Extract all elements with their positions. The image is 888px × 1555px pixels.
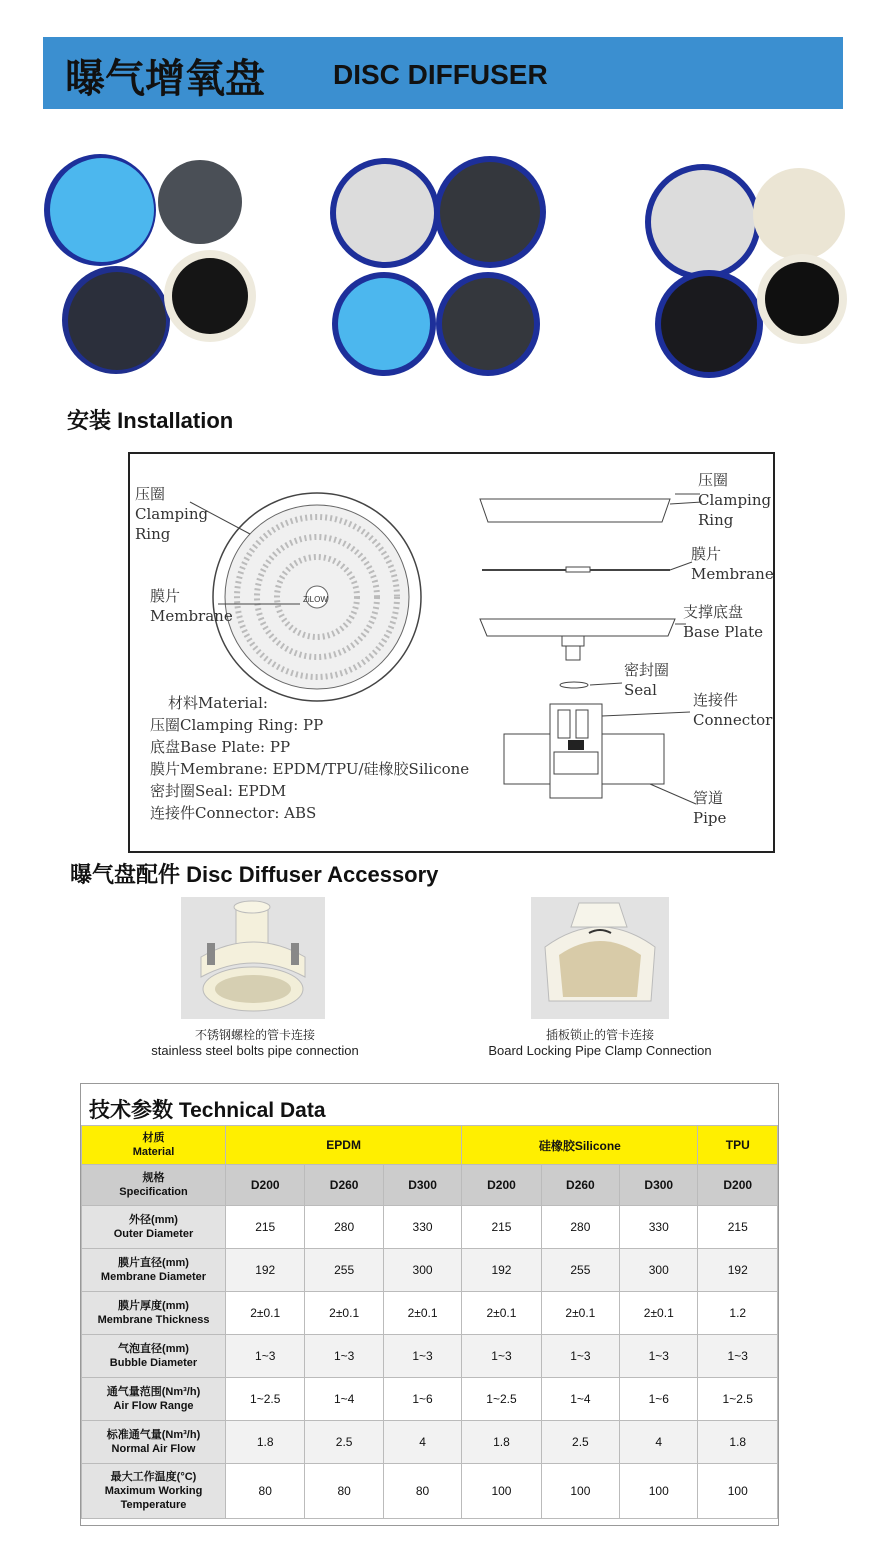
label-en: Membrane Thickness: [97, 1314, 210, 1326]
materials-line: 膜片Membrane: EPDM/TPU/硅橡胶Silicone: [150, 760, 470, 778]
table-cell: 100: [620, 1464, 698, 1519]
label-pipe: [693, 788, 726, 828]
row-label: [82, 1206, 226, 1249]
table-cell: 330: [620, 1206, 698, 1249]
label-text: Ring: [135, 525, 171, 543]
table-cell: 1~3: [698, 1335, 778, 1378]
table-cell: 1~6: [383, 1378, 461, 1421]
row-label: [82, 1292, 226, 1335]
label-zh: 膜片厚度(mm): [118, 1300, 189, 1312]
label-en-2: Temperature: [120, 1499, 187, 1511]
label-en: Outer Diameter: [113, 1228, 194, 1240]
table-cell: 255: [305, 1249, 383, 1292]
material-row: [82, 1126, 778, 1165]
row-label: [82, 1249, 226, 1292]
title-banner: [43, 37, 843, 109]
table-cell: 2.5: [541, 1421, 619, 1464]
label-zh: 材质: [142, 1132, 165, 1144]
table-cell: 1~2.5: [462, 1378, 541, 1421]
table-cell: 280: [541, 1206, 619, 1249]
label-connector: [693, 690, 772, 730]
label-text: 膜片: [150, 587, 181, 605]
product-photos: [40, 150, 850, 380]
table-row: [82, 1464, 778, 1519]
table-cell: 1~6: [620, 1378, 698, 1421]
table-row: [82, 1206, 778, 1249]
label-text: Base Plate: [683, 623, 764, 641]
table-cell: 80: [305, 1464, 383, 1519]
table-row: [82, 1421, 778, 1464]
table-cell: 80: [383, 1464, 461, 1519]
label-text: Membrane: [691, 565, 774, 583]
table-cell: 1.8: [462, 1421, 541, 1464]
row-label: [82, 1421, 226, 1464]
table-cell: 1~2.5: [226, 1378, 305, 1421]
accessory-photo-1: [181, 897, 325, 1019]
table-cell: 4: [620, 1421, 698, 1464]
table-cell: 2±0.1: [620, 1292, 698, 1335]
label-seal: [624, 660, 669, 700]
label-text: 连接件: [693, 691, 739, 709]
caption-en: stainless steel bolts pipe connection: [151, 1043, 359, 1058]
table-cell: 215: [462, 1206, 541, 1249]
label-en: Material: [132, 1146, 175, 1158]
table-cell: 192: [462, 1249, 541, 1292]
label-en: Specification: [119, 1186, 188, 1198]
table-cell: 100: [541, 1464, 619, 1519]
technical-data-box: [80, 1083, 779, 1526]
materials-line: 密封圈Seal: EPDM: [150, 782, 287, 800]
table-cell: 1~3: [305, 1335, 383, 1378]
label-en: Normal Air Flow: [111, 1443, 196, 1455]
title-zh: 曝气增氧盘: [65, 56, 265, 102]
table-cell: 1~3: [462, 1335, 541, 1378]
label-zh: 最大工作温度(°C): [110, 1471, 197, 1483]
label-en: Air Flow Range: [113, 1400, 194, 1412]
table-cell: 215: [698, 1206, 778, 1249]
installation-diagram: [128, 452, 775, 853]
logo-text: ZiLOW: [303, 595, 328, 604]
table-row: [82, 1378, 778, 1421]
table-cell: 4: [383, 1421, 461, 1464]
accessory-photo-2: [531, 897, 669, 1019]
table-cell: 1.2: [698, 1292, 778, 1335]
table-cell: 255: [541, 1249, 619, 1292]
table-cell: 2±0.1: [541, 1292, 619, 1335]
product-photo-2: [330, 150, 540, 380]
table-cell: 2±0.1: [305, 1292, 383, 1335]
table-cell: 1.8: [226, 1421, 305, 1464]
product-photo-3: [645, 150, 855, 380]
table-cell: 280: [305, 1206, 383, 1249]
table-cell: 1~3: [383, 1335, 461, 1378]
table-cell: 1~4: [541, 1378, 619, 1421]
technical-heading: 技术参数 Technical Data: [89, 1099, 326, 1122]
label-text: Seal: [624, 681, 657, 699]
row-label: [82, 1378, 226, 1421]
spec-row: [82, 1165, 778, 1206]
caption-en: Board Locking Pipe Clamp Connection: [488, 1043, 712, 1058]
table-cell: 1~4: [305, 1378, 383, 1421]
table-cell: 1~3: [226, 1335, 305, 1378]
board-lock-clamp-image: [531, 897, 669, 1019]
label-text: 膜片: [691, 545, 722, 563]
label-zh: 外径(mm): [129, 1214, 178, 1226]
bolt-clamp-image: [181, 897, 325, 1019]
accessory-caption-1: [120, 1026, 390, 1058]
materials-line: 连接件Connector: ABS: [150, 804, 317, 822]
table-cell: 1~3: [541, 1335, 619, 1378]
spec-label: [82, 1165, 226, 1206]
label-text: 支撑底盘: [683, 603, 744, 621]
label-text: Connector: [693, 711, 773, 729]
table-cell: 300: [383, 1249, 461, 1292]
label-text: 压圈: [135, 485, 166, 503]
row-label: [82, 1335, 226, 1378]
material-label: [82, 1126, 226, 1165]
material-silicone: 硅橡胶Silicone: [462, 1126, 698, 1165]
label-clamping-ring-left: [135, 484, 208, 544]
spec-cell: D260: [305, 1165, 383, 1206]
table-cell: 330: [383, 1206, 461, 1249]
table-cell: 1.8: [698, 1421, 778, 1464]
material-epdm: EPDM: [226, 1126, 462, 1165]
label-text: Clamping: [698, 491, 772, 509]
caption-zh: 插板锁止的管卡连接: [545, 1028, 654, 1042]
label-text: Ring: [698, 511, 734, 529]
label-en: Maximum Working: [104, 1485, 203, 1497]
table-row: [82, 1249, 778, 1292]
label-zh: 标准通气量(Nm³/h): [106, 1429, 201, 1441]
label-clamping-ring-right: [698, 470, 771, 530]
table-cell: 300: [620, 1249, 698, 1292]
materials-list: [150, 692, 469, 824]
label-zh: 气泡直径(mm): [118, 1343, 189, 1355]
row-label: [82, 1464, 226, 1519]
table-cell: 80: [226, 1464, 305, 1519]
label-membrane-left: [150, 586, 233, 626]
installation-heading: 安装 Installation: [67, 408, 234, 433]
label-zh: 膜片直径(mm): [118, 1257, 189, 1269]
label-text: Membrane: [150, 607, 233, 625]
label-en: Membrane Diameter: [100, 1271, 207, 1283]
material-tpu: TPU: [698, 1126, 778, 1165]
label-en: Bubble Diameter: [109, 1357, 198, 1369]
table-row: [82, 1292, 778, 1335]
spec-cell: D300: [620, 1165, 698, 1206]
table-cell: 1~2.5: [698, 1378, 778, 1421]
table-cell: 2±0.1: [226, 1292, 305, 1335]
spec-cell: D200: [226, 1165, 305, 1206]
table-cell: 215: [226, 1206, 305, 1249]
label-membrane-right: [691, 544, 774, 584]
accessory-caption-2: [462, 1026, 738, 1058]
table-row: [82, 1335, 778, 1378]
label-text: Pipe: [693, 809, 727, 827]
label-text: Clamping: [135, 505, 209, 523]
table-cell: 1~3: [620, 1335, 698, 1378]
materials-line: 压圈Clamping Ring: PP: [150, 716, 324, 734]
table-cell: 2±0.1: [383, 1292, 461, 1335]
label-zh: 规格: [142, 1172, 165, 1184]
materials-line: 材料Material:: [168, 694, 268, 712]
label-text: 管道: [693, 789, 724, 807]
caption-zh: 不锈钢螺栓的管卡连接: [194, 1028, 315, 1042]
accessory-heading: 曝气盘配件 Disc Diffuser Accessory: [70, 862, 439, 887]
spec-cell: D200: [462, 1165, 541, 1206]
spec-cell: D260: [541, 1165, 619, 1206]
table-cell: 100: [698, 1464, 778, 1519]
table-cell: 192: [226, 1249, 305, 1292]
table-cell: 2.5: [305, 1421, 383, 1464]
materials-line: 底盘Base Plate: PP: [150, 738, 291, 756]
table-cell: 2±0.1: [462, 1292, 541, 1335]
label-base-plate: [683, 602, 763, 642]
label-zh: 通气量范围(Nm³/h): [106, 1386, 201, 1398]
table-cell: 100: [462, 1464, 541, 1519]
title-en: DISC DIFFUSER: [333, 59, 548, 90]
spec-cell: D300: [383, 1165, 461, 1206]
label-text: 密封圈: [624, 661, 670, 679]
technical-table: [81, 1125, 778, 1519]
label-text: 压圈: [698, 471, 729, 489]
product-photo-1: [40, 150, 250, 380]
spec-cell: D200: [698, 1165, 778, 1206]
table-cell: 192: [698, 1249, 778, 1292]
